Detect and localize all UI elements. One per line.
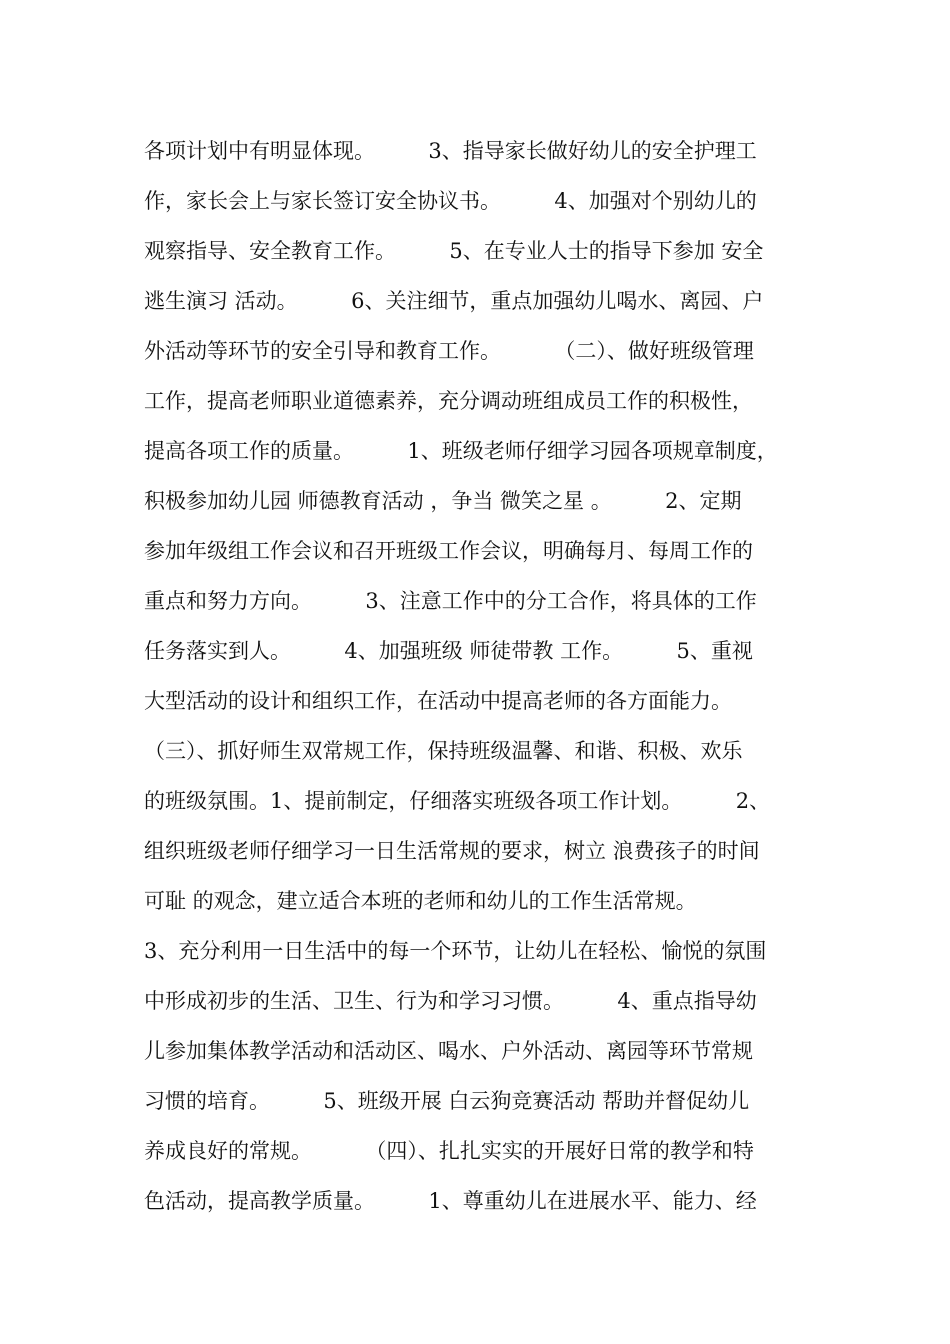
text-line: 养成良好的常规。 （四）、扎扎实实的开展好日常的教学和特 (144, 1139, 754, 1163)
text-line: 重点和努力方向。 3、注意工作中的分工合作，将具体的工作 (144, 589, 757, 613)
text-line: 任务落实到人。 4、加强班级 师徒带教 工作。 5、重视 (144, 639, 753, 663)
text-line: 外活动等环节的安全引导和教育工作。 （二）、做好班级管理 (144, 339, 754, 363)
text-line: 提高各项工作的质量。 1、班级老师仔细学习园各项规章制度， (144, 439, 778, 463)
text-line: 中形成初步的生活、卫生、行为和学习习惯。 4、重点指导幼 (144, 989, 757, 1013)
text-line: 的班级氛围。1、提前制定，仔细落实班级各项工作计划。 2、 (144, 789, 771, 813)
text-line: 可耻 的观念，建立适合本班的老师和幼儿的工作生活常规。 (144, 889, 697, 913)
text-line: 色活动，提高教学质量。 1、尊重幼儿在进展水平、能力、经 (144, 1189, 757, 1213)
text-line: （三）、抓好师生双常规工作，保持班级温馨、和谐、积极、欢乐 (144, 739, 743, 763)
text-line: 参加年级组工作会议和召开班级工作会议，明确每月、每周工作的 (144, 539, 753, 563)
text-line: 工作，提高老师职业道德素养，充分调动班组成员工作的积极性， (144, 389, 753, 413)
text-line: 观察指导、安全教育工作。 5、在专业人士的指导下参加 安全 (144, 239, 764, 263)
body-text (144, 126, 824, 1226)
text-line: 各项计划中有明显体现。 3、指导家长做好幼儿的安全护理工 (144, 139, 757, 163)
text-line: 组织班级老师仔细学习一日生活常规的要求，树立 浪费孩子的时间 (144, 839, 760, 863)
text-line: 大型活动的设计和组织工作，在活动中提高老师的各方面能力。 (144, 689, 732, 713)
text-line: 逃生演习 活动。 6、关注细节，重点加强幼儿喝水、离园、户 (144, 289, 764, 313)
text-line: 3、充分利用一日生活中的每一个环节，让幼儿在轻松、愉悦的氛围 (144, 939, 767, 963)
text-line: 儿参加集体教学活动和活动区、喝水、户外活动、离园等环节常规 (144, 1039, 753, 1063)
text-line: 作，家长会上与家长签订安全协议书。 4、加强对个别幼儿的 (144, 189, 757, 213)
text-line: 积极参加幼儿园 师德教育活动 ，争当 微笑之星 。 2、定期 (144, 489, 742, 513)
text-line: 习惯的培育。 5、班级开展 白云狗竞赛活动 帮助并督促幼儿 (144, 1089, 750, 1113)
